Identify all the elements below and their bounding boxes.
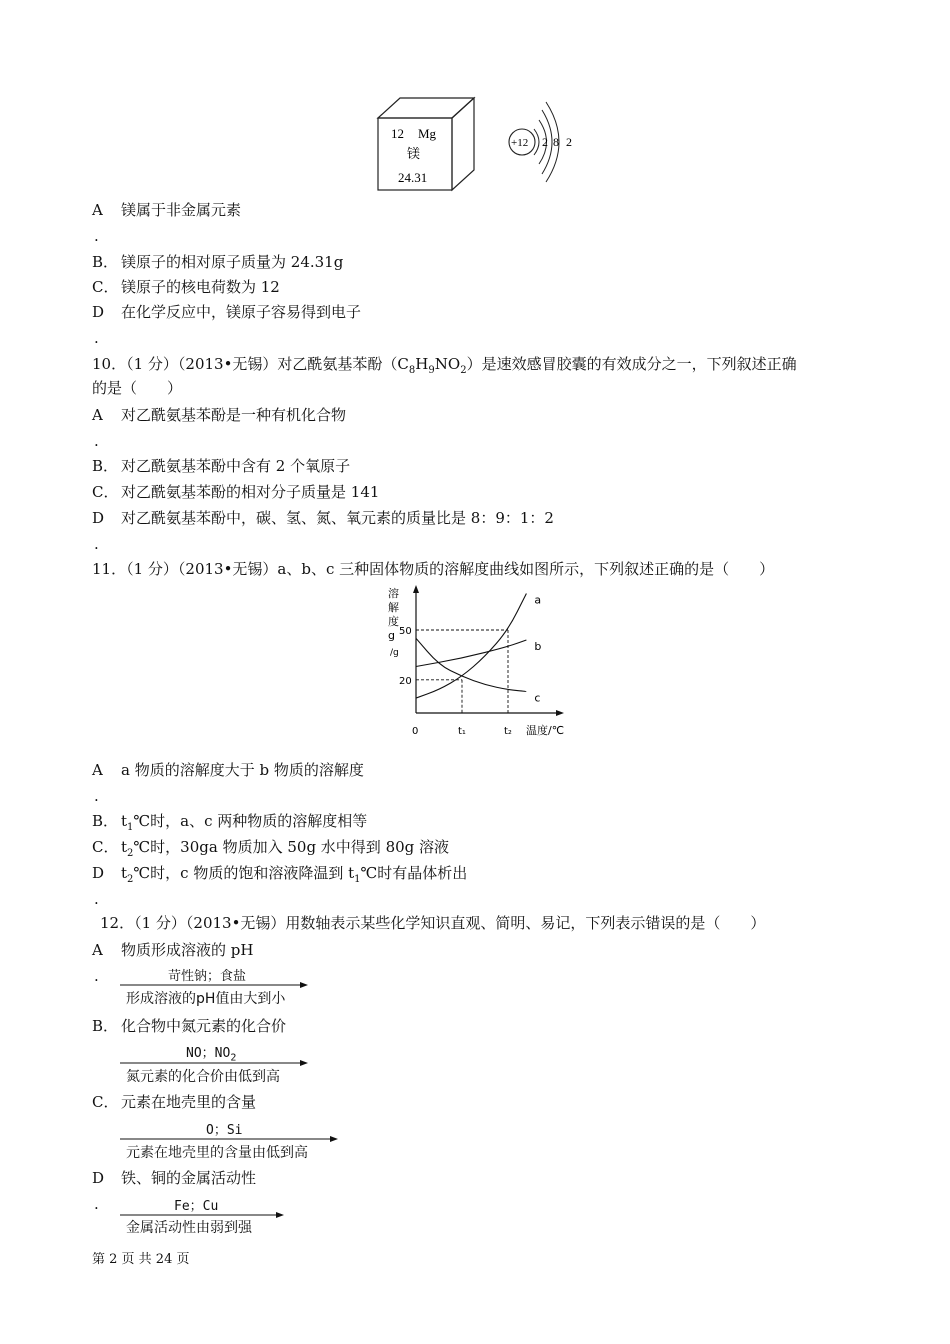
q10-option-a-text: 对乙酰氨基苯酚是一种有机化合物 xyxy=(121,406,347,424)
q12-c-axis-items: O；Si xyxy=(206,1123,243,1138)
q12-option-d-text: 铁、铜的金属活动性 xyxy=(121,1169,257,1187)
curve-b xyxy=(416,640,526,667)
q11-option-a-letter: A xyxy=(92,761,103,779)
element-mass: 24.31 xyxy=(398,170,428,185)
q12-option-a-dot: . xyxy=(94,967,99,985)
x-tick-2: t₂ xyxy=(504,726,512,737)
x-tick-0: 0 xyxy=(412,726,419,737)
q9-option-c-letter: C． xyxy=(92,278,119,296)
q10-stem-line2: 的是（ ） xyxy=(92,379,183,397)
q11-option-c-letter: C． xyxy=(92,838,119,856)
curve-label-c: c xyxy=(534,691,541,705)
q9-option-a-text: 镁属于非金属元素 xyxy=(121,201,242,219)
q11-option-d-letter: D xyxy=(92,864,105,882)
q9-option-a-dot: . xyxy=(94,227,99,245)
q12-c-axis-caption: 元素在地壳里的含量由低到高 xyxy=(126,1145,308,1161)
q11-option-a-text: a 物质的溶解度大于 b 物质的溶解度 xyxy=(121,761,364,779)
q9-option-d-letter: D xyxy=(92,303,105,321)
curves xyxy=(416,593,541,704)
y-tick-50: 50 xyxy=(399,626,412,637)
solubility-chart xyxy=(380,585,580,745)
y-axis-label: 溶解度 g /g xyxy=(388,587,399,658)
q10-option-a-letter: A xyxy=(92,406,103,424)
q12-option-b-letter: B． xyxy=(92,1017,119,1035)
x-axis-arrow xyxy=(556,710,564,716)
q10-option-b-text: 对乙酰氨基苯酚中含有 2 个氧原子 xyxy=(121,457,351,475)
y-tick-20: 20 xyxy=(399,675,412,687)
y-axis-arrow xyxy=(413,585,419,593)
q10-option-d-dot: . xyxy=(94,535,99,553)
shell-2: 8 xyxy=(553,135,559,149)
q12-stem: 12．（1 分）（2013•无锡）用数轴表示某些化学知识直观、简明、易记，下列表示错误的是（ ） xyxy=(100,914,766,932)
q10-option-c-text: 对乙酰氨基苯酚的相对分子质量是 141 xyxy=(121,483,380,501)
q10-option-d-letter: D xyxy=(92,509,105,527)
guide-lines xyxy=(416,630,508,713)
q10-option-c-letter: C． xyxy=(92,483,119,501)
q10-option-a-dot: . xyxy=(94,432,99,450)
q9-option-a-letter: A xyxy=(92,201,103,219)
magnesium-element-figure xyxy=(372,96,587,196)
q11-stem: 11．（1 分）（2013•无锡）a、b、c 三种固体物质的溶解度曲线如图所示，下列叙述正确的是（ ） xyxy=(92,560,775,578)
element-name: 镁 xyxy=(407,147,421,162)
curve-c xyxy=(416,638,526,691)
q11-option-c-text: $t_2℃$时，30ga 物质加入 50g 水中得到 80g 溶液 xyxy=(121,838,450,859)
q9-option-b-text: 镁原子的相对原子质量为 24.31g xyxy=(121,253,344,271)
q12-option-d-letter: D xyxy=(92,1169,105,1187)
element-symbol: Mg xyxy=(418,126,437,141)
q11-option-b-text: $t_1℃$时，a、c 两种物质的溶解度相等 xyxy=(121,812,368,833)
x-axis-label: 温度/℃ xyxy=(526,724,565,737)
shell-3: 2 xyxy=(566,135,572,149)
q12-option-a-text: 物质形成溶液的 pH xyxy=(121,941,254,959)
curve-label-a: a xyxy=(534,593,542,607)
q12-option-d-dot: . xyxy=(94,1195,99,1213)
q11-option-a-dot: . xyxy=(94,787,99,805)
q12-option-c-letter: C． xyxy=(92,1093,119,1111)
q9-option-d-text: 在化学反应中，镁原子容易得到电子 xyxy=(121,303,362,321)
q11-option-b-letter: B． xyxy=(92,812,119,830)
element-number: 12 xyxy=(391,126,404,141)
q12-option-c-text: 元素在地壳里的含量 xyxy=(121,1093,257,1111)
page-footer: 第 2 页 共 24 页 xyxy=(92,1252,190,1267)
q11-option-d-text: $t_2℃$时，c 物质的饱和溶液降温到 $t_1℃$时有晶体析出 xyxy=(121,864,468,885)
q10-stem: 10．（1 分）（2013•无锡）对乙酰氨基苯酚$(C_8H_9NO_2)$是速效感冒胶囊的有效成分之一，下列叙述正确 xyxy=(92,355,797,376)
shell-1: 2 xyxy=(542,135,548,149)
nucleus-charge: +12 xyxy=(511,137,529,149)
q12-a-axis-items: 苛性钠；食盐 xyxy=(168,969,247,984)
q12-option-b-text: 化合物中氮元素的化合价 xyxy=(121,1017,287,1035)
q9-option-d-dot: . xyxy=(94,329,99,347)
q12-b-axis-items: NO；$NO_2$ xyxy=(186,1046,237,1064)
q12-a-axis-caption: 形成溶液的pH值由大到小 xyxy=(126,991,286,1007)
q12-d-axis-caption: 金属活动性由弱到强 xyxy=(126,1220,252,1236)
q12-d-axis-items: Fe；Cu xyxy=(174,1199,219,1214)
q12-b-axis-caption: 氮元素的化合价由低到高 xyxy=(126,1069,280,1085)
q9-option-c-text: 镁原子的核电荷数为 12 xyxy=(121,278,280,296)
q11-option-d-dot: . xyxy=(94,890,99,908)
x-tick-1: t₁ xyxy=(458,726,466,737)
q10-option-d-text: 对乙酰氨基苯酚中，碳、氢、氮、氧元素的质量比是 8：9：1：2 xyxy=(121,509,554,527)
q10-option-b-letter: B． xyxy=(92,457,119,475)
q12-option-a-letter: A xyxy=(92,941,103,959)
curve-label-b: b xyxy=(534,639,542,653)
q9-option-b-letter: B． xyxy=(92,253,119,271)
